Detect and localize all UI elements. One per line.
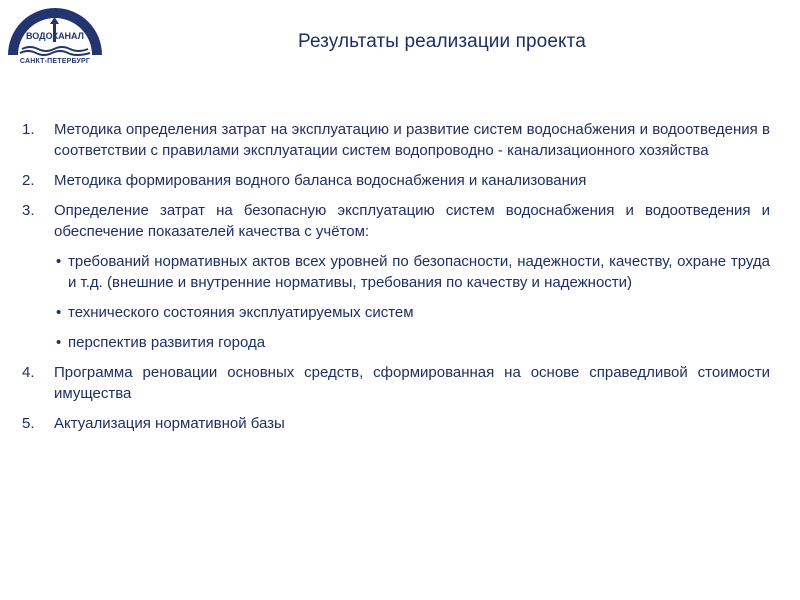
- results-list: [22, 119, 770, 443]
- sub-list-item-2: [22, 302, 770, 323]
- sub-list-item-text: требований нормативных актов всех уровней по безопасности, надежности, качеству, охране труда и т.д. (внешние и внутренние нормативы, требования по качеству и надежности): [68, 253, 770, 291]
- list-item-5: [22, 413, 770, 434]
- list-number: 1.: [22, 121, 35, 138]
- sub-list-item-text: перспектив развития города: [68, 334, 266, 351]
- list-number: 3.: [22, 202, 35, 219]
- list-item-text: Методика определения затрат на эксплуатацию и развитие систем водоснабжения и водоотведения в соответствии с правилами эксплуатации систем водопроводно - канализационного хозяйства: [54, 121, 770, 159]
- list-item-text: Методика формирования водного баланса водоснабжения и канализования: [54, 172, 587, 189]
- page-title: Результаты реализации проекта: [298, 31, 586, 52]
- vodokanal-logo: [6, 6, 104, 72]
- logo-city: САНКТ-ПЕТЕРБУРГ: [19, 58, 91, 65]
- logo-emblem: [6, 6, 104, 58]
- list-item-text: Программа реновации основных средств, сформированная на основе справедливой стоимости имущества: [54, 364, 770, 402]
- sub-list-item-3: [22, 332, 770, 353]
- logo-name: ВОДОКАНАЛ: [26, 31, 84, 41]
- list-item-3: [22, 200, 770, 242]
- bullet-mark: •: [56, 304, 62, 321]
- list-number: 5.: [22, 415, 35, 432]
- list-item-1: [22, 119, 770, 161]
- list-item-text: Актуализация нормативной базы: [54, 415, 285, 432]
- list-number: 4.: [22, 364, 35, 381]
- list-item-text: Определение затрат на безопасную эксплуатацию систем водоснабжения и водоотведения и обеспечение показателей качества с учётом:: [54, 202, 770, 240]
- list-item-4: [22, 362, 770, 404]
- sub-list-item-text: технического состояния эксплуатируемых систем: [68, 304, 414, 321]
- bullet-mark: •: [56, 334, 62, 351]
- list-item-2: [22, 170, 770, 191]
- bullet-mark: •: [56, 253, 62, 270]
- list-number: 2.: [22, 172, 35, 189]
- sub-list-item-1: [22, 251, 770, 293]
